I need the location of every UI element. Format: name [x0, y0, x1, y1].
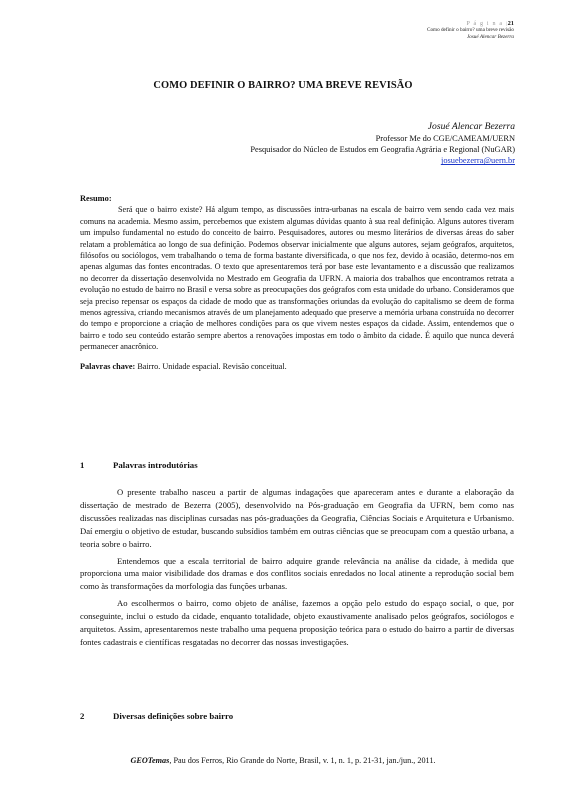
section-heading-2 [80, 711, 233, 721]
article-title: COMO DEFINIR O BAIRRO? UMA BREVE REVISÃO [153, 80, 413, 91]
section-number: 2 [80, 711, 85, 721]
paragraph: Entendemos que a escala territorial de bairro adquire grande relevância na análise da cidade, à medida que proporciona uma maior visibilidade dos dramas e dos conflitos sociais enredados no local atinente a reprodução social bem como às transformações da morfologia das funções urbanas. [80, 555, 514, 592]
keywords [80, 361, 514, 372]
keywords-label: Palavras chave: [80, 361, 136, 371]
author-affiliation-1: Professor Me do CGE/CAMEAM/UERN [375, 134, 515, 143]
page-footer [0, 756, 566, 765]
running-author: Josué Alencar Bezerra [466, 33, 514, 40]
section-heading-1 [80, 460, 198, 470]
section-number: 1 [80, 460, 85, 470]
author-block [250, 121, 515, 167]
section-title: Diversas definições sobre bairro [113, 711, 234, 721]
abstract-text: Será que o bairro existe? Há algum tempo, as discussões intra-urbanas na escala de bairro vem sendo cada vez mais comuns na academia. Mesmo assim, percebemos que existem algumas dúvidas quanto à sua real definição. Alguns autores tiveram um impulso fundamental no estudo do conceito de bairro. Pesquisadores, autores ou mesmo literários de diversas áreas do saber relatam a problemática ao longo de sua definição. Podemos observar inicialmente que alguns autores, sejam geógrafos, arquitetos, filósofos ou sociólogos, vem trabalhando o tema de forma bastante diversificada, o que nos fez, devido à ocasião, determo-nos em apenas algumas das fontes encontradas. O texto que apresentaremos terá por base este levantamento e a discussão que realizamos no decorrer da dissertação desenvolvida no Mestrado em Geografia da UFRN. A maioria dos trabalhos que encontramos retrata a evolução no estudo de bairro no Brasil e versa sobre as preocupações dos geógrafos com esta unidade do urbano. Consideramos que seja preciso repensar os espaços da cidade de modo que as transformações oriundas da evolução do capitalismo se deem de forma menos agressiva, criando mecanismos através de um planejamento adequado que preserve a memória urbana construída no decorrer do tempo e proporcione a criação de melhores condições para os que vivem nestes espaços da cidade. Assim, entendemos que o bairro e todo seu conteúdo estarão sempre abertos a renovações impostas em todo o âmbito da cidade. É aquilo que nunca deverá permanecer anacrônico. [80, 205, 514, 352]
journal-name: GEOTemas [130, 756, 170, 765]
author-email-link[interactable]: josuebezerra@uern.br [441, 156, 515, 166]
author-affiliation-2: Pesquisador do Núcleo de Estudos em Geografia Agrária e Regional (NuGAR) [250, 145, 515, 155]
abstract-block [80, 193, 514, 372]
section-1-body [80, 486, 514, 653]
keywords-text: Bairro. Unidade espacial. Revisão conceitual. [135, 361, 287, 371]
paragraph: Ao escolhermos o bairro, como objeto de análise, fazemos a opção pelo estudo do espaço social, o que, por conseguinte, inclui o estudo da cidade, enquanto totalidade, objeto exaustivamente analisado pelos geógrafos, sociólogos e arquitetos. Assim, apresentaremos neste trabalho uma pequena proposição teórica para o estudo do bairro a partir de diversas fontes cadastrais e científicas resgatadas no decorrer das nossas investigações. [80, 598, 514, 647]
author-name: Josué Alencar Bezerra [427, 121, 515, 132]
citation: , Pau dos Ferros, Rio Grande do Norte, Brasil, v. 1, n. 1, p. 21-31, jan./jun., 2011. [169, 756, 436, 765]
abstract-heading: Resumo: [80, 194, 112, 203]
running-title: Como definir o bairro? uma breve revisão [426, 27, 514, 34]
page-header [427, 21, 514, 40]
page-number: 21 [507, 20, 514, 27]
section-title: Palavras introdutórias [113, 460, 198, 470]
paragraph: O presente trabalho nasceu a partir de algumas indagações que apareceram antes e durante a elaboração da dissertação de mestrado de Bezerra (2005), desenvolvido na Pós-graduação em Geografia da UFRN, bem como nas discussões realizadas nas disciplinas cursadas nas pós-graduações da Geografia, Ciências Sociais e Arquitetura e Urbanismo. Daí emergiu o objetivo de estudar, buscando subsídios também em outras ciências que se preocupam com a questão urbana, a teoria sobre o bairro. [80, 487, 514, 549]
page-separator: | [505, 21, 507, 27]
page-label: P á g i n a [466, 21, 504, 27]
